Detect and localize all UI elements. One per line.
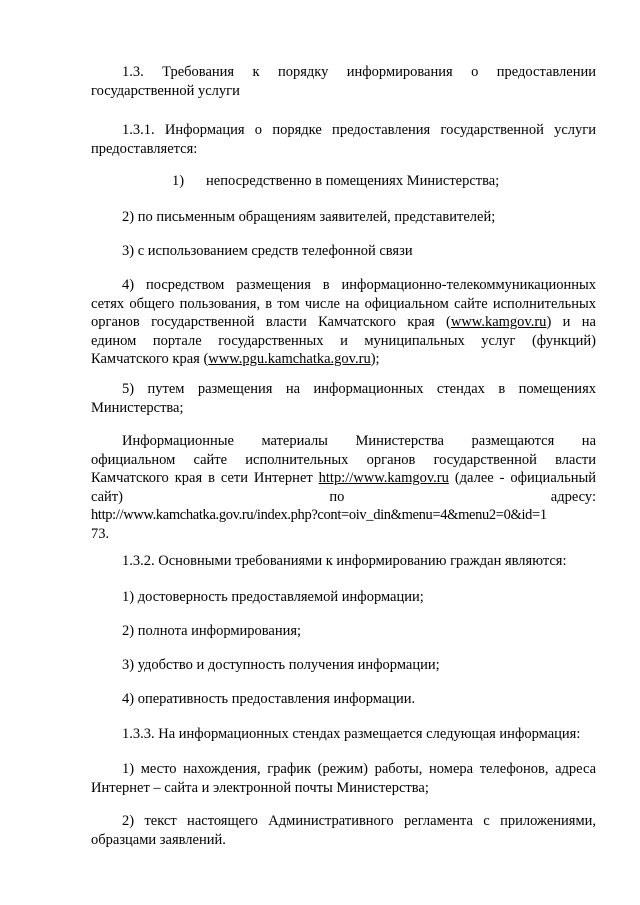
list-item-text: непосредственно в помещениях Министерства;	[206, 173, 500, 189]
text-segment: органов государственной власти Камчатского края (	[91, 314, 451, 330]
text-segment: Камчатского края (	[91, 351, 209, 367]
text-line: 2) по письменным обращениям заявителей, представителей;	[122, 209, 496, 225]
text-line: официальном сайте исполнительных органов государственной власти	[91, 451, 596, 468]
text-line: сайт) по адресу:	[91, 488, 596, 505]
text-line: Министерства;	[91, 399, 184, 416]
kamgov-link[interactable]: http://www.kamgov.ru	[318, 470, 449, 486]
kamgov-link[interactable]: www.kamgov.ru	[450, 314, 547, 330]
requirement-item	[91, 622, 596, 641]
section-1-3-2-heading	[91, 552, 596, 571]
text-line: 1.3.1. Информация о порядке предоставления государственной услуги	[122, 122, 596, 138]
text-line: едином портале государственных и муниципальных услуг (функций)	[91, 332, 596, 349]
section-1-3-heading	[91, 63, 596, 100]
list-item	[91, 208, 596, 227]
list-item	[91, 380, 596, 417]
text-line	[60, 350, 596, 369]
text-line	[60, 313, 596, 332]
requirement-item	[91, 588, 596, 607]
text-line: 73.	[91, 525, 110, 542]
section-1-3-1-paragraph	[91, 121, 596, 158]
text-line: 1.3.2. Основными требованиями к информированию граждан являются:	[122, 553, 567, 569]
section-1-3-3-heading	[91, 725, 596, 744]
text-line: сетях общего пользования, в том числе на официальном сайте исполнительных	[91, 295, 596, 312]
list-item	[91, 242, 596, 261]
text-line: 1) место нахождения, график (режим) работы, номера телефонов, адреса	[122, 761, 596, 777]
text-line: Информационные материалы Министерства размещаются на	[122, 433, 596, 449]
list-item	[91, 276, 596, 369]
pgu-link[interactable]: www.pgu.kamchatka.gov.ru	[208, 351, 371, 367]
text-line: 5) путем размещения на информационных стендах в помещениях	[122, 381, 596, 397]
text-segment: ) и на	[546, 314, 596, 330]
text-line: 2) полнота информирования;	[122, 623, 302, 639]
text-line	[60, 469, 596, 488]
text-line: 3) удобство и доступность получения информации;	[122, 657, 440, 673]
text-line: государственной услуги	[91, 82, 240, 99]
list-item-number: 1)	[172, 173, 185, 189]
requirement-item	[91, 656, 596, 675]
text-line: 1.3.3. На информационных стендах размещается следующая информация:	[122, 726, 581, 742]
info-materials-paragraph	[91, 432, 596, 543]
text-line: предоставляется:	[91, 140, 198, 157]
text-line: 4) посредством размещения в информационно-телекоммуникационных	[122, 277, 596, 293]
text-line: 2) текст настоящего Административного регламента с приложениями,	[122, 813, 596, 829]
text-segment: );	[370, 351, 380, 367]
text-line: Интернет – сайта и электронной почты Министерства;	[91, 779, 429, 796]
text-line: 4) оперативность предоставления информации.	[122, 691, 416, 707]
text-line: http://www.kamchatka.gov.ru/index.php?cont=oiv_din&menu=4&menu2=0&id=1	[91, 507, 547, 523]
requirement-item	[91, 690, 596, 709]
text-segment: Камчатского края в сети Интернет	[91, 470, 319, 486]
text-line: 1.3. Требования к порядку информирования о предоставлении	[122, 64, 596, 80]
text-line: 3) с использованием средств телефонной связи	[122, 243, 413, 259]
text-line: образцами заявлений.	[91, 831, 226, 848]
stand-info-item	[91, 760, 596, 797]
stand-info-item	[91, 812, 596, 849]
text-line: 1) достоверность предоставляемой информации;	[122, 589, 424, 605]
text-segment: (далее - официальный	[448, 470, 596, 486]
